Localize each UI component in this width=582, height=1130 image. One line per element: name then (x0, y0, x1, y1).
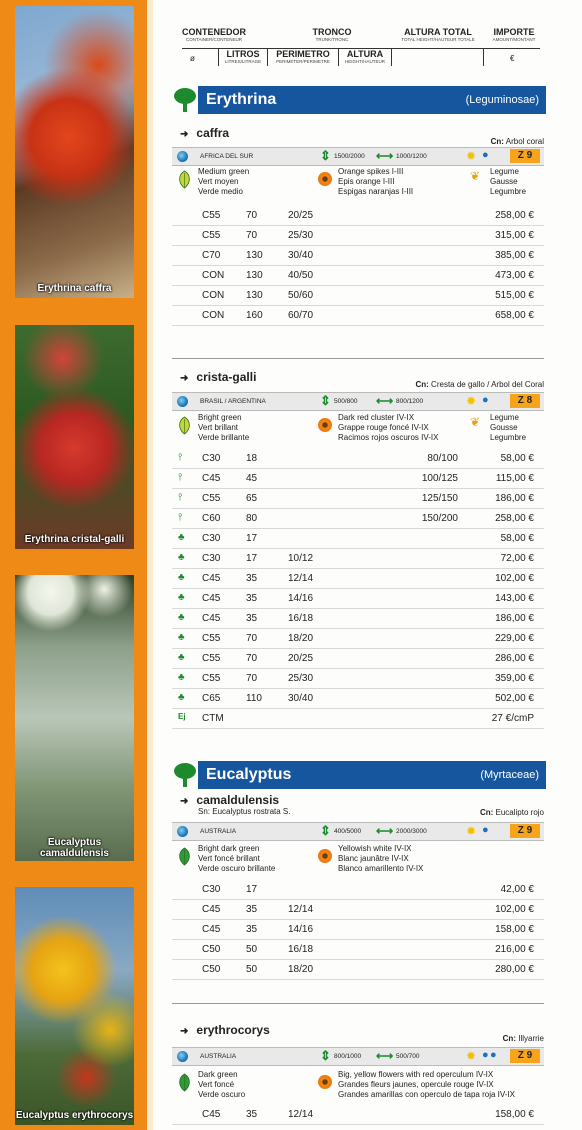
container-cell: C45 (202, 904, 221, 915)
sun-icon: ✹ (466, 394, 477, 408)
container-cell: C55 (202, 653, 221, 664)
flower-description: Orange spikes I-III Epis orange I-III Espigas naranjas I-III (338, 167, 414, 196)
width-arrow-icon: ⟷ (376, 394, 394, 408)
info-bar (172, 1047, 544, 1066)
height-cell: 125/150 (421, 493, 458, 504)
globe-icon (177, 396, 188, 407)
perimeter-cell: 40/50 (288, 270, 314, 281)
container-cell: CTM (202, 713, 224, 724)
price-cell: 72,00 € (500, 553, 534, 564)
container-cell: C30 (202, 884, 221, 895)
table-row (172, 489, 544, 509)
container-cell: C55 (202, 493, 221, 504)
family-header-eucalyptus (172, 761, 546, 789)
container-cell: CON (202, 310, 225, 321)
water-drop-icon: ● (482, 149, 489, 161)
height-range: 1500/2000 (334, 153, 365, 160)
width-range: 1000/1200 (396, 153, 427, 160)
price-cell: 27 €/cmP (491, 713, 534, 724)
erythrina-caffra-photo (15, 6, 134, 298)
height-cell: 100/125 (421, 473, 458, 484)
litres-cell: 70 (246, 653, 258, 664)
genus-name: Eucalyptus (206, 766, 292, 783)
family-header-erythrina (172, 86, 546, 114)
perimeter-cell: 30/40 (288, 250, 314, 261)
species-name: ➜ erythrocorys (180, 1023, 270, 1037)
fruit-icon: ❦ (470, 415, 481, 429)
table-row (172, 1105, 544, 1125)
litres-cell: 50 (246, 964, 258, 975)
arrow-icon: ➜ (180, 1026, 189, 1037)
price-cell: 186,00 € (495, 613, 534, 624)
table-row (172, 609, 544, 629)
perimeter-cell: 12/14 (288, 573, 314, 584)
container-cell: C55 (202, 633, 221, 644)
perimeter-cell: 18/20 (288, 964, 314, 975)
hardiness-zone: Z 9 (510, 149, 540, 163)
hardiness-zone: Z 8 (510, 394, 540, 408)
container-cell: C55 (202, 230, 221, 241)
sun-icon: ✹ (466, 1049, 477, 1063)
euro-symbol: € (510, 54, 515, 63)
altura-label: ALTURA (346, 49, 384, 59)
table-row (172, 960, 544, 980)
flower-icon (318, 849, 332, 863)
water-drop-icon: ● (482, 1049, 489, 1061)
leaf-description: Bright green Vert brillant Verde brillante (198, 413, 250, 442)
price-cell: 158,00 € (495, 924, 534, 935)
price-cell: 42,00 € (500, 884, 534, 895)
price-cell: 229,00 € (495, 633, 534, 644)
species-name: ➜ crista-galli (180, 370, 257, 384)
water-drop-icon: ● (482, 394, 489, 406)
tree-icon (172, 86, 198, 114)
price-cell: 158,00 € (495, 1109, 534, 1120)
sun-icon: ✹ (466, 824, 477, 838)
photo-strip (0, 0, 153, 1130)
tree-icon: ♣ (178, 532, 185, 543)
tree-icon: ♣ (178, 572, 185, 583)
container-cell: C45 (202, 473, 221, 484)
flower-description: Big, yellow flowers with red operculum IV-IX Grandes fleurs jaunes, opercule rouge IV-IX Grandes amarillas con operculo de tapa roja IV-IX (338, 1070, 515, 1099)
tree-icon: ♣ (178, 652, 185, 663)
container-cell: C45 (202, 593, 221, 604)
container-cell: C50 (202, 964, 221, 975)
tree-icon: ♣ (178, 552, 185, 563)
height-range: 500/800 (334, 398, 358, 405)
litres-cell: 45 (246, 473, 258, 484)
arrow-icon: ➜ (180, 373, 189, 384)
leaf-icon (177, 1073, 192, 1092)
tree-icon: ♣ (178, 692, 185, 703)
species-name: ➜ camaldulensis (180, 793, 280, 807)
tree-icon: ♣ (178, 672, 185, 683)
origin: BRASIL / ARGENTINA (200, 398, 266, 405)
leaf-icon (177, 170, 192, 189)
price-cell: 58,00 € (500, 453, 534, 464)
fruit-icon: ❦ (470, 169, 481, 183)
litres-cell: 17 (246, 533, 258, 544)
flower-description: Yellowish white IV-IX Blanc jaunâtre IV-IX Blanco amarillento IV-IX (338, 844, 424, 873)
leaf-description: Medium green Vert moyen Verde medio (198, 167, 250, 196)
litres-cell: 130 (246, 270, 263, 281)
leaf-description: Dark green Vert foncé Verde oscuro (198, 1070, 246, 1099)
stem-icon: ⫯ (178, 492, 183, 503)
importe-label: IMPORTE (493, 27, 535, 37)
altura-total-label: ALTURA TOTAL (404, 27, 472, 37)
table-row (172, 940, 544, 960)
info-bar (172, 147, 544, 166)
price-cell: 502,00 € (495, 693, 534, 704)
litros-label: LITROS (226, 49, 260, 59)
litres-cell: 65 (246, 493, 258, 504)
litres-cell: 35 (246, 904, 258, 915)
litres-cell: 160 (246, 310, 263, 321)
common-name: Cn: Cresta de gallo / Arbol del Coral (415, 380, 544, 389)
container-cell: C45 (202, 573, 221, 584)
synonym: Sn: Eucalyptus rostrata S. (198, 807, 291, 816)
perimeter-cell: 12/14 (288, 1109, 314, 1120)
table-row (172, 569, 544, 589)
perimeter-cell: 16/18 (288, 613, 314, 624)
tree-icon (172, 761, 198, 789)
height-arrow-icon: ⇕ (320, 148, 331, 163)
price-cell: 280,00 € (495, 964, 534, 975)
container-cell: C45 (202, 613, 221, 624)
fruit-description: Legume Gausse Legumbre (490, 167, 527, 196)
perimeter-cell: 14/16 (288, 593, 314, 604)
litres-cell: 110 (246, 693, 262, 704)
price-cell: 658,00 € (495, 310, 534, 321)
height-arrow-icon: ⇕ (320, 393, 331, 408)
litres-cell: 17 (246, 884, 258, 895)
container-cell: CON (202, 290, 225, 301)
width-range: 2000/3000 (396, 828, 427, 835)
photo-caption: Eucalyptus camaldulensis (40, 837, 109, 859)
leaf-icon (177, 416, 192, 435)
genus-name: Erythrina (206, 91, 277, 108)
container-cell: C45 (202, 1109, 221, 1120)
container-cell: C60 (202, 513, 221, 524)
perimeter-cell: 20/25 (288, 653, 314, 664)
arrow-icon: ➜ (180, 796, 189, 807)
tree-icon: ♣ (178, 592, 185, 603)
price-cell: 286,00 € (495, 653, 534, 664)
leaf-description: Bright dark green Vert foncé brillant Verde oscuro brillante (198, 844, 276, 873)
common-name: Cn: Eucalipto rojo (479, 808, 544, 817)
table-row (172, 449, 544, 469)
hardiness-zone: Z 9 (510, 1049, 540, 1063)
litres-cell: 70 (246, 633, 258, 644)
flower-icon (318, 172, 332, 186)
table-row (172, 266, 544, 286)
table-row (172, 549, 544, 569)
water-drop-icon: ● (482, 824, 489, 836)
width-arrow-icon: ⟷ (376, 149, 394, 163)
container-cell: C55 (202, 673, 221, 684)
table-row (172, 880, 544, 900)
stem-icon: ⫯ (178, 512, 183, 523)
container-cell: C50 (202, 944, 221, 955)
eucalyptus-erythrocorys-photo (15, 887, 134, 1125)
origin: AFRICA DEL SUR (200, 153, 254, 160)
litres-cell: 35 (246, 1109, 258, 1120)
table-row (172, 246, 544, 266)
perimeter-cell: 12/14 (288, 904, 314, 915)
table-row (172, 226, 544, 246)
origin: AUSTRALIA (200, 1053, 237, 1060)
container-cell: C30 (202, 533, 221, 544)
perimeter-cell: 30/40 (288, 693, 314, 704)
table-row (172, 469, 544, 489)
litres-cell: 35 (246, 613, 258, 624)
family-name: (Myrtaceae) (480, 769, 539, 781)
photo-caption: Erythrina cristal-galli (24, 534, 125, 545)
contenedor-label: CONTENEDOR (182, 27, 247, 37)
height-cell: 150/200 (421, 513, 458, 524)
price-cell: 58,00 € (500, 533, 534, 544)
erythrina-crista-galli-photo (15, 325, 134, 549)
tree-icon: ♣ (178, 632, 185, 643)
litres-cell: 70 (246, 230, 258, 241)
litres-cell: 70 (246, 673, 258, 684)
price-cell: 258,00 € (495, 513, 534, 524)
perimeter-cell: 20/25 (288, 210, 314, 221)
stem-icon: ⫯ (178, 452, 183, 463)
price-cell: 258,00 € (495, 210, 534, 221)
table-row (172, 669, 544, 689)
perimeter-cell: 25/30 (288, 673, 314, 684)
width-arrow-icon: ⟷ (376, 824, 394, 838)
perimeter-cell: 10/12 (288, 553, 314, 564)
litres-cell: 130 (246, 250, 263, 261)
price-cell: 515,00 € (495, 290, 534, 301)
height-arrow-icon: ⇕ (320, 1048, 331, 1063)
price-cell: 315,00 € (495, 230, 534, 241)
globe-icon (177, 151, 188, 162)
water-drop-icon: ● (490, 1049, 497, 1061)
width-range: 800/1200 (396, 398, 424, 405)
common-name: Cn: Illyarrie (502, 1034, 544, 1043)
litres-cell: 130 (246, 290, 263, 301)
origin: AUSTRALIA (200, 828, 237, 835)
tronco-label: TRONCO (312, 27, 352, 37)
family-name: (Leguminosae) (465, 94, 539, 106)
table-row (172, 689, 544, 709)
hardiness-zone: Z 9 (510, 824, 540, 838)
tree-icon: ♣ (178, 612, 185, 623)
litres-cell: 35 (246, 573, 258, 584)
height-range: 800/1000 (334, 1053, 362, 1060)
perimeter-cell: 60/70 (288, 310, 314, 321)
flower-description: Dark red cluster IV-IX Grappe rouge foncé IV-IX Racimos rojos oscuros IV-IX (338, 413, 439, 442)
fruit-description: Legume Gousse Legumbre (490, 413, 527, 442)
table-row (172, 529, 544, 549)
table-row (172, 306, 544, 326)
photo-caption: Eucalyptus erythrocorys (15, 1110, 134, 1121)
litres-cell: 35 (246, 924, 258, 935)
price-cell: 186,00 € (495, 493, 534, 504)
table-row (172, 509, 544, 529)
price-cell: 216,00 € (495, 944, 534, 955)
table-row (172, 900, 544, 920)
price-cell: 385,00 € (495, 250, 534, 261)
perimeter-cell: 14/16 (288, 924, 314, 935)
table-row (172, 629, 544, 649)
perimeter-cell: 25/30 (288, 230, 314, 241)
globe-icon (177, 1051, 188, 1062)
stem-icon: ⫯ (178, 472, 183, 483)
price-cell: 115,00 € (495, 473, 534, 484)
diameter-symbol: ø (190, 54, 195, 63)
perimetro-label: PERIMETRO (276, 49, 330, 59)
flower-icon (318, 418, 332, 432)
table-row (172, 709, 544, 729)
width-arrow-icon: ⟷ (376, 1049, 394, 1063)
species-name: ➜ caffra (180, 126, 230, 140)
container-cell: C30 (202, 453, 221, 464)
info-bar (172, 822, 544, 841)
table-row (172, 286, 544, 306)
common-name: Cn: Arbol coral (490, 137, 544, 146)
width-range: 500/700 (396, 1053, 420, 1060)
flower-icon (318, 1075, 332, 1089)
litres-cell: 50 (246, 944, 258, 955)
litres-cell: 70 (246, 210, 258, 221)
litres-cell: 80 (246, 513, 258, 524)
specimen-icon: Ej (178, 712, 186, 721)
container-cell: CON (202, 270, 225, 281)
container-cell: C55 (202, 210, 221, 221)
price-cell: 102,00 € (495, 904, 534, 915)
arrow-icon: ➜ (180, 129, 189, 140)
price-cell: 359,00 € (495, 673, 534, 684)
container-cell: C30 (202, 553, 221, 564)
leaf-icon (177, 847, 192, 866)
info-bar (172, 392, 544, 411)
height-cell: 80/100 (427, 453, 458, 464)
globe-icon (177, 826, 188, 837)
price-cell: 473,00 € (495, 270, 534, 281)
litres-cell: 18 (246, 453, 258, 464)
table-row (172, 920, 544, 940)
price-cell: 102,00 € (495, 573, 534, 584)
perimeter-cell: 18/20 (288, 633, 314, 644)
container-cell: C70 (202, 250, 221, 261)
perimeter-cell: 16/18 (288, 944, 314, 955)
perimeter-cell: 50/60 (288, 290, 314, 301)
container-cell: C45 (202, 924, 221, 935)
eucalyptus-camaldulensis-photo (15, 575, 134, 861)
price-cell: 143,00 € (495, 593, 534, 604)
table-row (172, 589, 544, 609)
table-row (172, 206, 544, 226)
height-arrow-icon: ⇕ (320, 823, 331, 838)
table-row (172, 649, 544, 669)
litres-cell: 35 (246, 593, 258, 604)
height-range: 400/5000 (334, 828, 362, 835)
container-cell: C65 (202, 693, 221, 704)
litres-cell: 17 (246, 553, 258, 564)
photo-caption: Erythrina caffra (37, 283, 112, 294)
sun-icon: ✹ (466, 149, 477, 163)
